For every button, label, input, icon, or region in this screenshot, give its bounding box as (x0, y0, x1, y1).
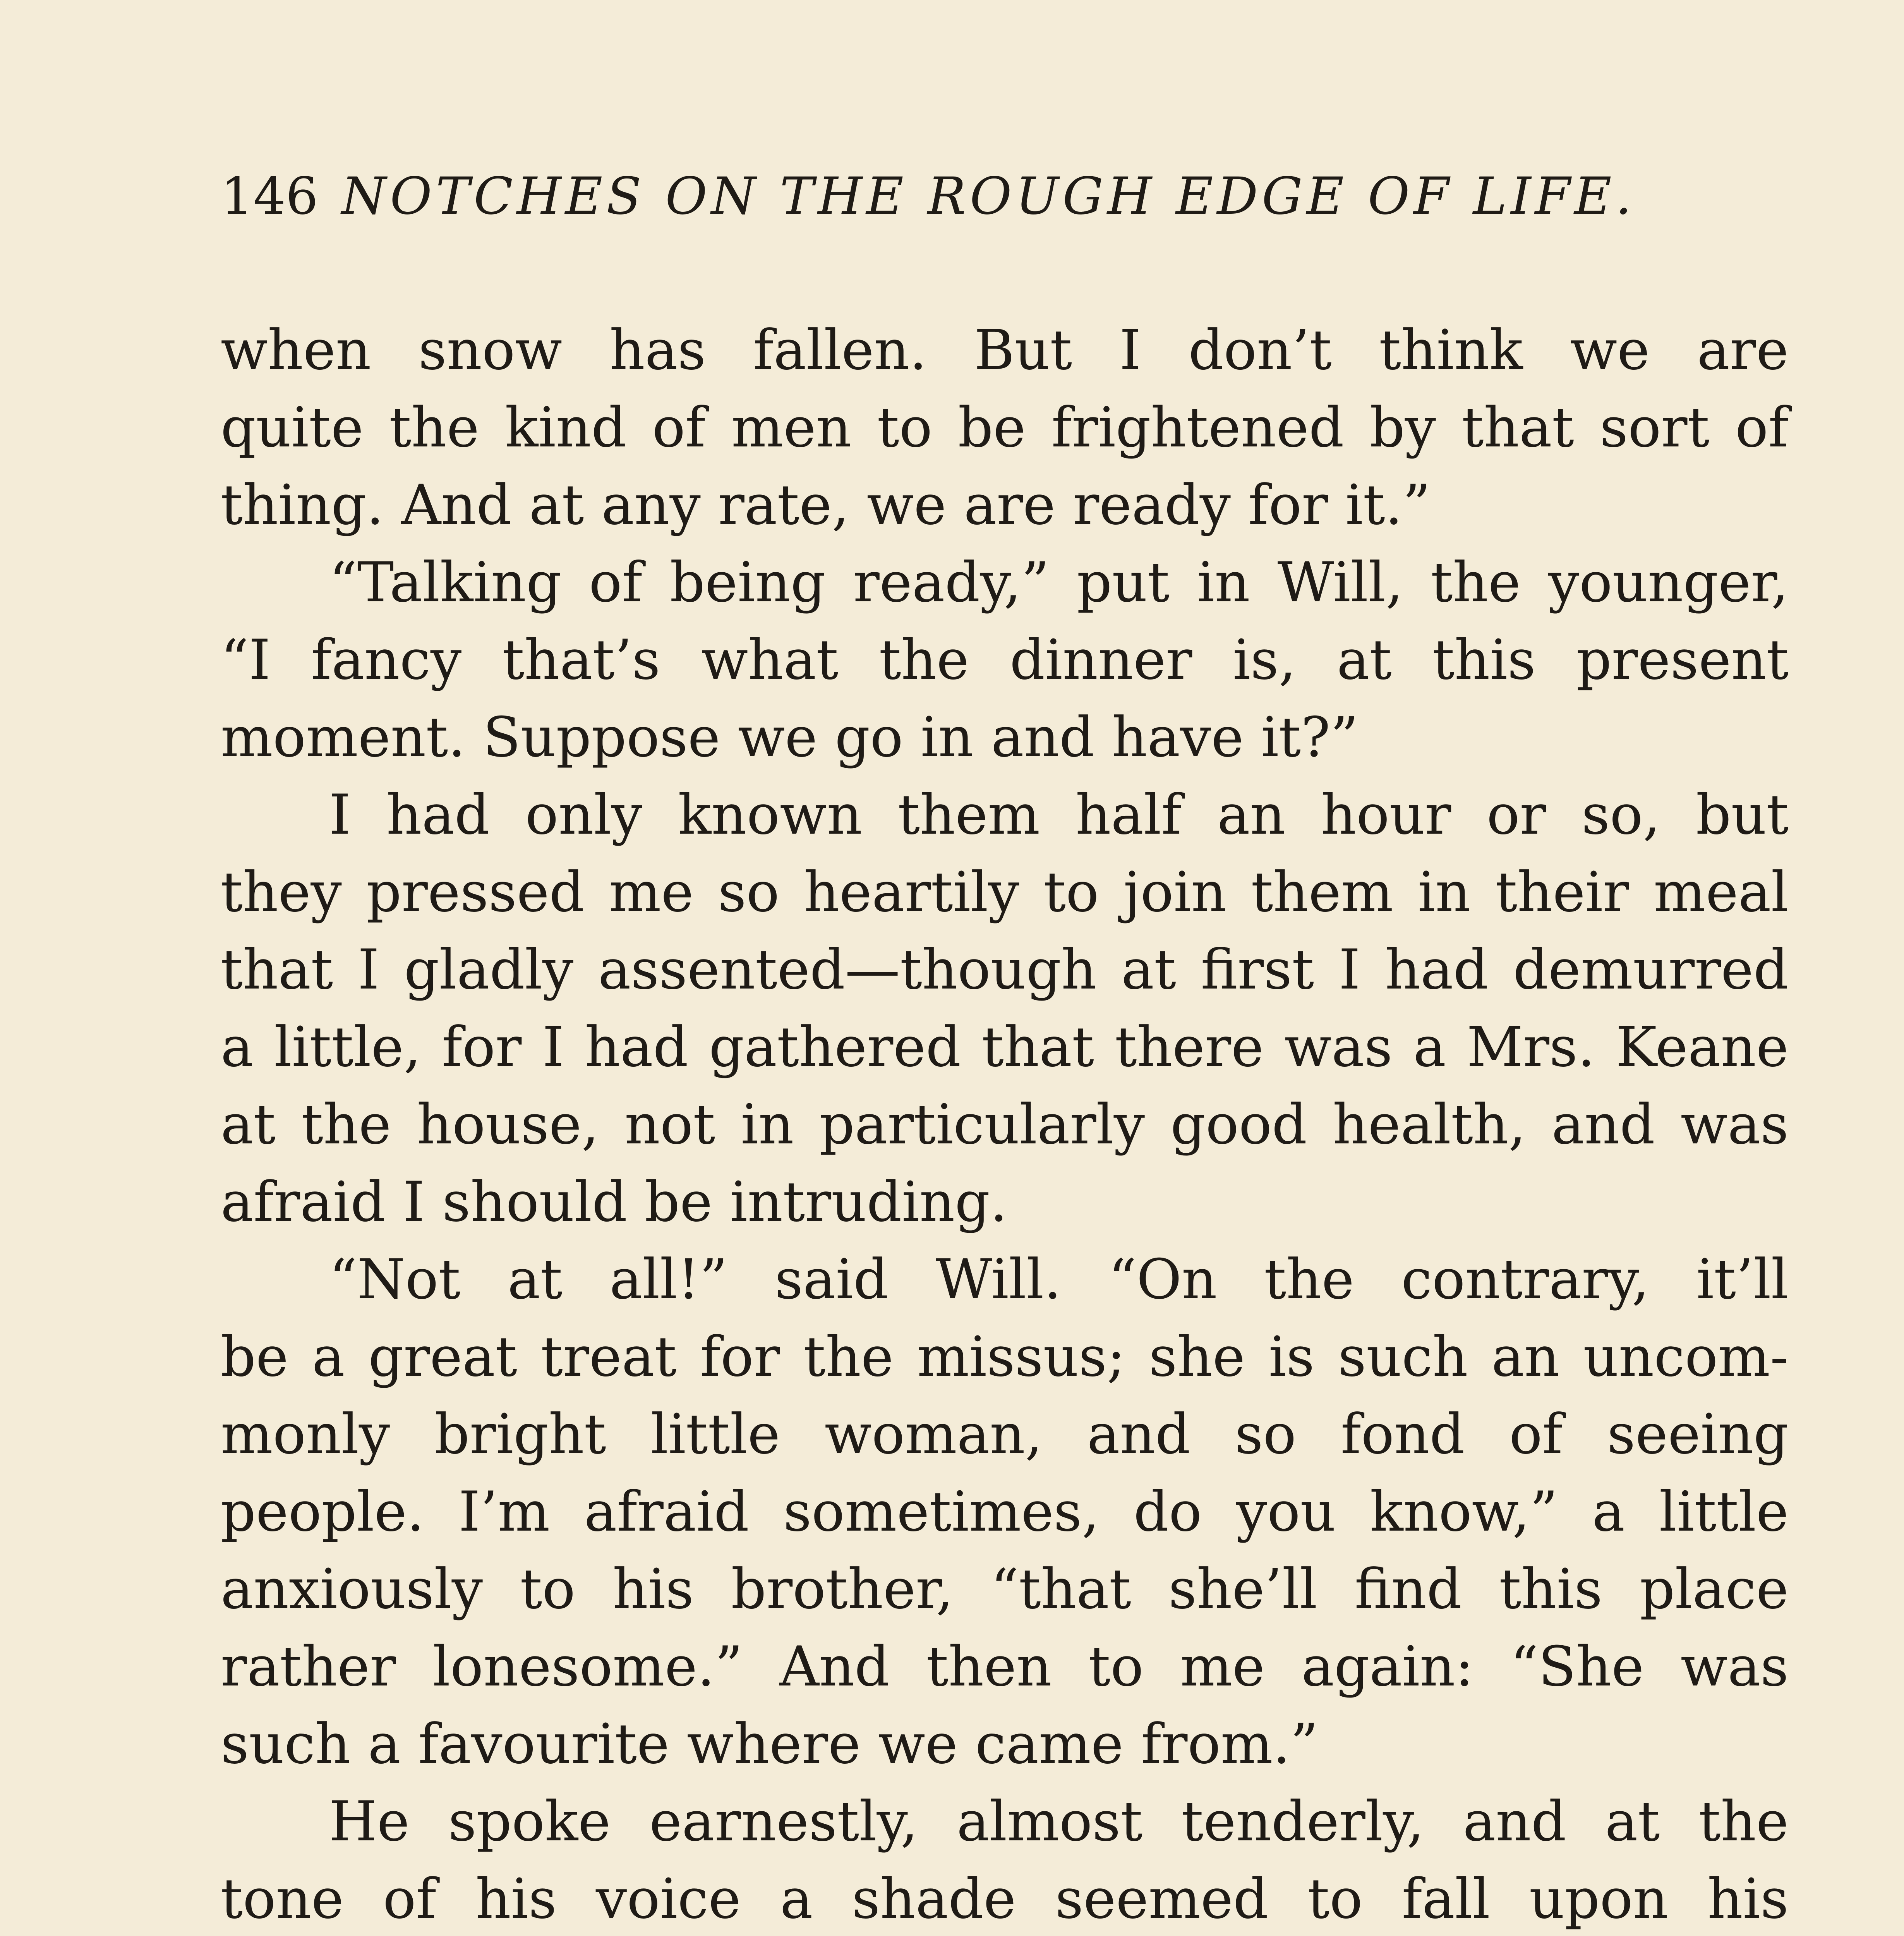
text-line: “Talking of being ready,” put in Will, the younger, (329, 551, 1789, 614)
text-line: be a great treat for the missus; she is such an uncom- (221, 1325, 1789, 1389)
text-line: a little, for I had gathered that there was a Mrs. Keane (221, 1015, 1789, 1079)
text-line: thing. And at any rate, we are ready for it.” (221, 473, 1431, 537)
text-line: He spoke earnestly, almost tenderly, and at the (329, 1790, 1789, 1854)
book-title: NOTCHES ON THE ROUGH EDGE OF LIFE. (341, 166, 1636, 226)
text-line: they pressed me so heartily to join them in their meal (221, 860, 1789, 924)
text-line: at the house, not in particularly good health, and was (221, 1093, 1789, 1157)
text-line: monly bright little woman, and so fond of seeing (221, 1402, 1789, 1466)
page-number: 146 (221, 166, 318, 226)
body-text (221, 312, 1789, 1936)
text-line: tone of his voice a shade seemed to fall upon his (221, 1867, 1789, 1931)
text-line: anxiously to his brother, “that she’ll find this place (221, 1557, 1789, 1621)
text-line: that I gladly assented—though at first I had demurred (221, 938, 1789, 1002)
text-line: people. I’m afraid sometimes, do you know,” a little (221, 1480, 1789, 1544)
text-line: “I fancy that’s what the dinner is, at this present (221, 628, 1789, 692)
text-line: quite the kind of men to be frightened by that sort of (221, 396, 1789, 460)
text-line: when snow has fallen. But I don’t think we are (221, 318, 1789, 382)
text-line: afraid I should be intruding. (221, 1170, 1008, 1234)
running-head (221, 166, 1762, 226)
text-line: such a favourite where we came from.” (221, 1712, 1319, 1776)
text-line: moment. Suppose we go in and have it?” (221, 705, 1359, 769)
text-line: rather lonesome.” And then to me again: “She was (221, 1635, 1789, 1699)
text-line: “Not at all!” said Will. “On the contrary, it’ll (329, 1248, 1789, 1311)
text-line: I had only known them half an hour or so, but (329, 783, 1789, 847)
